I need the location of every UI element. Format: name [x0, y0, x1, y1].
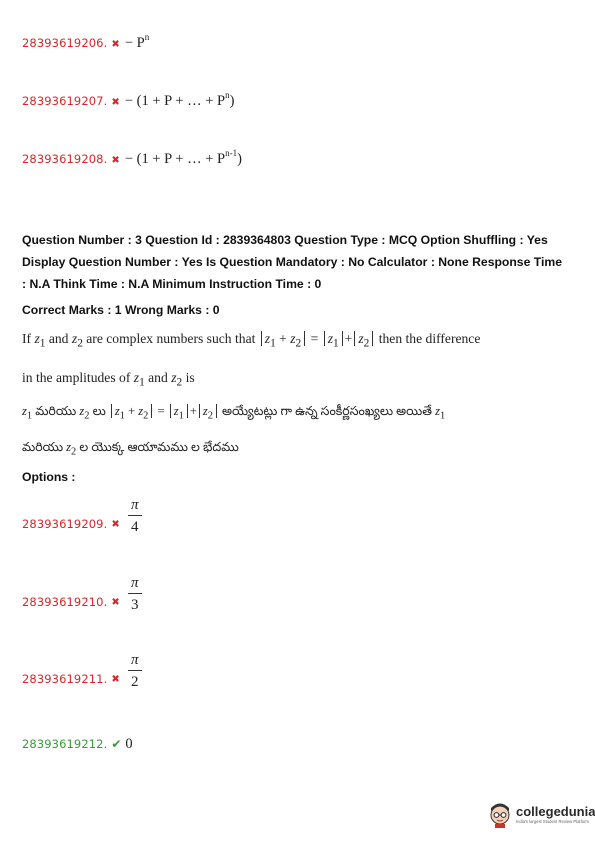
- cross-icon: ✖: [111, 155, 120, 166]
- option-id: 28393619210.: [22, 595, 108, 609]
- cross-icon: ✖: [111, 674, 120, 685]
- options-label: Options :: [22, 470, 76, 484]
- logo-name: collegedunia: [516, 804, 595, 819]
- option-row-correct: [22, 736, 133, 753]
- mascot-icon: [487, 800, 513, 828]
- marks-line: Correct Marks : 1 Wrong Marks : 0: [22, 303, 220, 317]
- option-fraction: $\frac{\pi}{4}$: [128, 497, 142, 535]
- option-id: 28393619209.: [22, 517, 108, 531]
- option-row: [22, 90, 234, 110]
- option-id: 28393619207.: [22, 94, 108, 108]
- option-row: [22, 652, 142, 690]
- question-text-te-line2: మరియు $z_2$ ల యొక్క ఆయామము ల భేదము: [22, 440, 239, 458]
- question-meta-line: Question Number : 3 Question Id : 2839364803 Question Type : MCQ Option Shuffling : Yes: [22, 233, 548, 247]
- collegedunia-logo: [487, 800, 595, 828]
- cross-icon: ✖: [111, 519, 120, 530]
- option-fraction: $\frac{\pi}{2}$: [128, 652, 142, 690]
- option-row: [22, 575, 142, 613]
- question-text-en-line2: in the amplitudes of $z_1$ and $z_2$ is: [22, 370, 195, 389]
- option-row: [22, 32, 149, 52]
- question-text-te: $z_1$ మరియు $z_2$ లు $z_1 + z_2 = z_1 + z_2$ అయ్యేటట్లు గా ఉన్న సంకీర్ణసంఖ్యలు అయితే $z_1$: [22, 404, 446, 422]
- option-fraction: $\frac{\pi}{3}$: [128, 575, 142, 613]
- cross-icon: ✖: [111, 597, 120, 608]
- question-meta-line: Display Question Number : Yes Is Question Mandatory : No Calculator : None Response Time: [22, 255, 562, 269]
- option-expression: − (1 + P + … + $P^{n-1}$): [124, 148, 242, 167]
- option-value: 0: [125, 736, 133, 752]
- question-meta-line: : N.A Think Time : N.A Minimum Instruction Time : 0: [22, 277, 322, 291]
- option-expression: − $P^n$: [124, 32, 150, 51]
- option-row: [22, 148, 242, 168]
- option-id: 28393619208.: [22, 152, 108, 166]
- check-icon: ✔: [111, 737, 122, 751]
- option-id: 28393619212.: [22, 737, 108, 751]
- question-header: [22, 229, 582, 321]
- cross-icon: ✖: [111, 39, 120, 50]
- cross-icon: ✖: [111, 97, 120, 108]
- option-id: 28393619206.: [22, 36, 108, 50]
- logo-tagline: India's largest Student Review Platform: [516, 819, 589, 824]
- option-row: [22, 497, 142, 535]
- option-expression: − (1 + P + … + $P^n$): [124, 90, 235, 109]
- option-id: 28393619211.: [22, 672, 108, 686]
- question-text-en: If $z_1$ and $z_2$ are complex numbers such that $z_1 + z_2 = z_1 + z_2$ then the difference: [22, 331, 481, 350]
